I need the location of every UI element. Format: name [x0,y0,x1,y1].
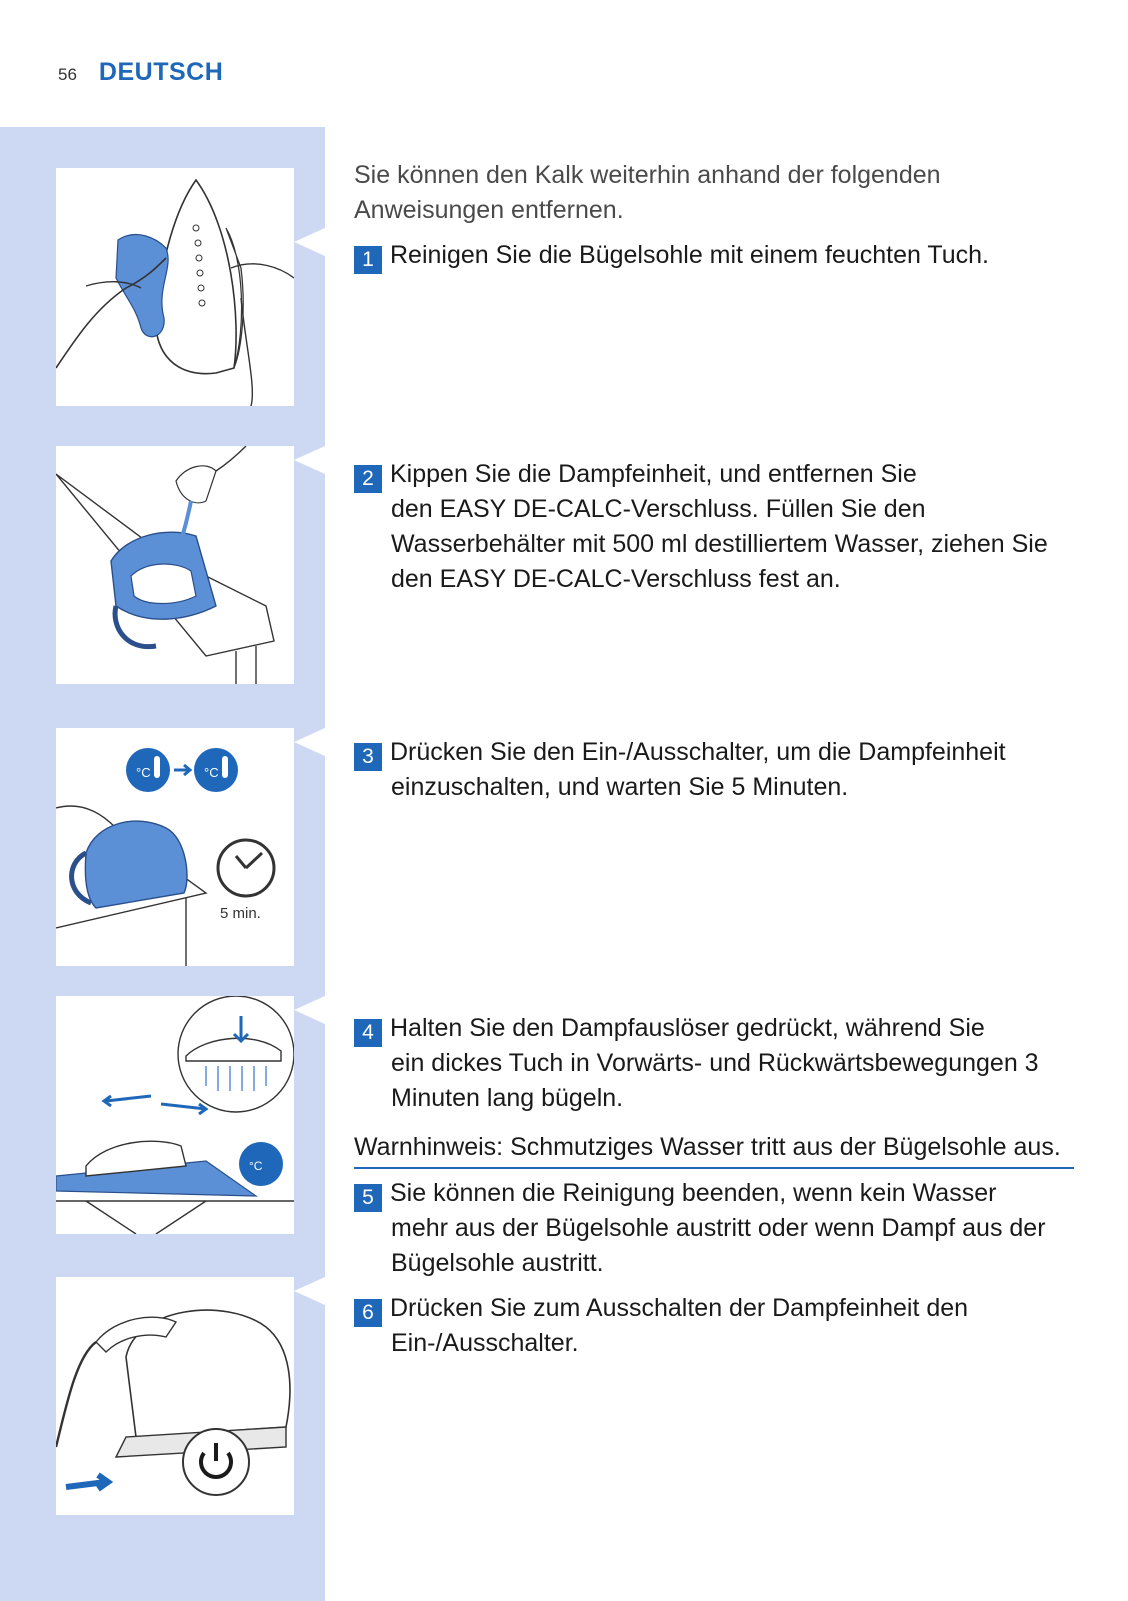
step-2-text-rest: den EASY DE-CALC-Verschluss. Füllen Sie den Wasserbehälter mit 500 ml destilliertem Wasser, ziehen Sie den EASY DE-CALC-Verschluss fest an. [391,495,1048,593]
arrow-press-icon [66,1475,108,1489]
step-5-text-first-line: Sie können die Reinigung beenden, wenn kein Wasser [390,1179,997,1207]
language-title: DEUTSCH [98,58,224,86]
step-number-3: 3 [354,743,382,771]
step-number-1: 1 [354,246,382,274]
step-6-text-first-line: Drücken Sie zum Ausschalten der Dampfeinheit den [390,1294,969,1322]
step-6-text-rest: Ein-/Ausschalter. [391,1329,579,1357]
step-4 [354,1011,1074,1116]
illustration-fill-water [56,446,294,684]
page-number: 56 [58,65,77,84]
temp-symbol-1: °C [136,765,151,780]
step-1-text: Reinigen Sie die Bügelsohle mit einem feuchten Tuch. [390,241,989,269]
pointer-1 [294,228,325,256]
arrow-left-icon [104,1096,151,1106]
step-number-6: 6 [354,1299,382,1327]
power-off-illustration [56,1277,294,1515]
arrow-right-icon-2 [161,1104,206,1114]
illustration-wait-5-min [56,728,294,966]
pointer-3 [294,728,325,756]
step-6 [354,1291,1074,1361]
pointer-2 [294,446,325,474]
temp-symbol-3: °C [249,1159,263,1173]
step-3 [354,735,1074,805]
illustration-wipe-soleplate [56,168,294,406]
step-5-text-rest: mehr aus der Bügelsohle austritt oder wenn Dampf aus der Bügelsohle austritt. [391,1214,1046,1277]
page-header [58,58,223,88]
step-2 [354,457,1074,597]
step-number-5: 5 [354,1184,382,1212]
pointer-5 [294,1277,325,1305]
temp-symbol-2: °C [204,765,219,780]
step-2-text-first-line: Kippen Sie die Dampfeinheit, und entfernen Sie [390,460,917,488]
steam-unit-fill-illustration [56,446,294,684]
iron-cloth-illustration [56,168,294,406]
power-button-icon [183,1429,249,1495]
timer-label: 5 min. [220,905,261,922]
intro-text: Sie können den Kalk weiterhin anhand der folgenden Anweisungen entfernen. [354,161,941,224]
step-1 [354,238,1074,273]
step-number-2: 2 [354,465,382,493]
step-number-4: 4 [354,1019,382,1047]
warning-note: Warnhinweis: Schmutziges Wasser tritt aus der Bügelsohle aus. [354,1130,1074,1169]
illustration-power-off [56,1277,294,1515]
step-5 [354,1176,1074,1281]
heat-up-illustration [56,728,294,966]
pointer-4 [294,996,325,1024]
step-3-text-first-line: Drücken Sie den Ein-/Ausschalter, um die Dampfeinheit [390,738,1006,766]
ironing-cloth-illustration [56,996,294,1234]
step-4-text-rest: ein dickes Tuch in Vorwärts- und Rückwärtsbewegungen 3 Minuten lang bügeln. [391,1049,1039,1112]
illustration-iron-cloth [56,996,294,1234]
arrow-right-icon [174,765,190,775]
step-4-text-first-line: Halten Sie den Dampfauslöser gedrückt, während Sie [390,1014,985,1042]
step-3-text-rest: einzuschalten, und warten Sie 5 Minuten. [391,773,849,801]
